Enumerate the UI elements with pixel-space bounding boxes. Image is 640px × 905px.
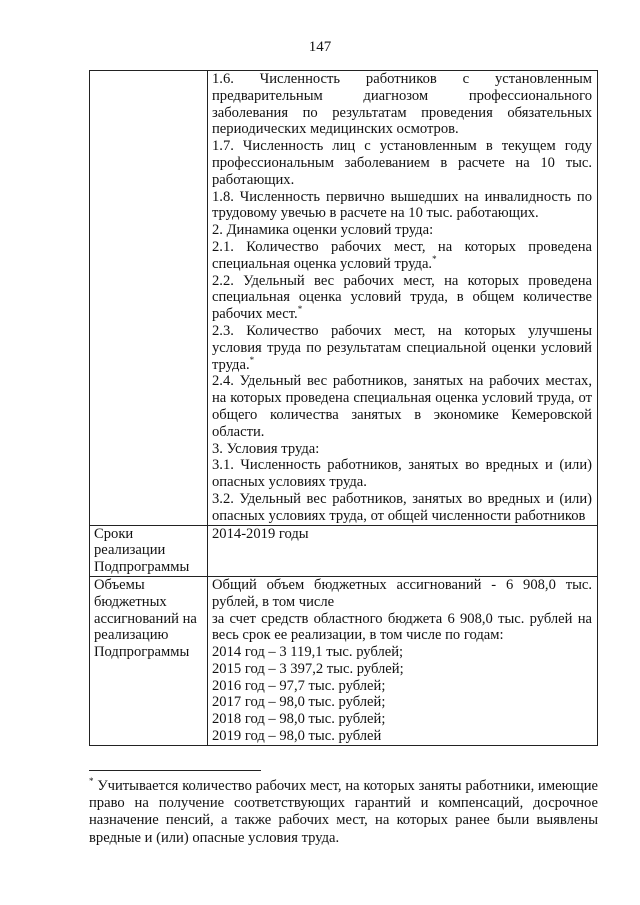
- page-number: 147: [308, 39, 332, 55]
- footnote-marker: *: [249, 354, 255, 365]
- row-content: [208, 71, 598, 526]
- passport-table: [89, 70, 598, 746]
- paragraph-2-3: 2.3. Количество рабочих мест, на которых улучшены условия труда по результатам специальной оценки условий труда.*: [212, 322, 592, 373]
- footnote-marker: *: [297, 304, 303, 315]
- paragraph-2-1: 2.1. Количество рабочих мест, на которых проведена специальная оценка условий труда.*: [212, 238, 592, 272]
- footnote-marker: *: [432, 253, 437, 264]
- table-row-indicators: [90, 71, 598, 526]
- row-label-timeframe: Сроки реализации Подпрограммы: [90, 525, 208, 576]
- row-content-timeframe: [208, 525, 598, 576]
- timeframe-value: 2014-2019 годы: [212, 525, 309, 542]
- budget-year-2016: 2016 год – 97,7 тыс. рублей;: [212, 677, 386, 694]
- paragraph-3-2: 3.2. Удельный вес работников, занятых во вредных и (или) опасных условиях труда, от общей численности работников: [212, 490, 592, 524]
- footnote-separator: [89, 770, 261, 771]
- footnote-marker: *: [89, 776, 94, 787]
- paragraph-1-6: 1.6. Численность работников с установленным предварительным диагнозом профессионального заболевания по результатам проведения обязательных периодических медицинских осмотров.: [212, 71, 592, 138]
- paragraph-2: 2. Динамика оценки условий труда:: [212, 222, 434, 239]
- paragraph-3: 3. Условия труда:: [212, 440, 320, 457]
- row-label-budget: Объемы бюджетных ассигнований на реализацию Подпрограммы: [90, 576, 208, 745]
- table-row-budget: [90, 576, 598, 745]
- paragraph-3-1: 3.1. Численность работников, занятых во вредных и (или) опасных условиях труда.: [212, 457, 592, 491]
- budget-year-2015: 2015 год – 3 397,2 тыс. рублей;: [212, 660, 404, 677]
- budget-year-2018: 2018 год – 98,0 тыс. рублей;: [212, 711, 386, 728]
- row-label: [90, 71, 208, 526]
- paragraph-2-4: 2.4. Удельный вес работников, занятых на рабочих местах, на которых проведена специальная оценка условий труда, от общего количества занятых в экономике Кемеровской области.: [212, 373, 592, 440]
- footnote-text: Учитывается количество рабочих мест, на которых заняты работники, имеющие право на получение соответствующих гарантий и компенсаций, досрочное назначение пенсий, а также рабочих мест, на которых ранее были выявлены вредные и (или) опасные условия труда.: [89, 778, 598, 846]
- budget-year-2014: 2014 год – 3 119,1 тыс. рублей;: [212, 644, 404, 661]
- budget-regional: за счет средств областного бюджета 6 908,0 тыс. рублей на весь срок ее реализации, в том числе по годам:: [212, 610, 592, 644]
- paragraph-2-2: 2.2. Удельный вес рабочих мест, на которых проведена специальная оценка условий труда, в общем количестве рабочих мест.*: [212, 272, 592, 323]
- row-content-budget: [208, 576, 598, 745]
- paragraph-1-8: 1.8. Численность первично вышедших на инвалидность по трудовому увечью в расчете на 10 тыс. работающих.: [212, 188, 592, 222]
- budget-year-2019: 2019 год – 98,0 тыс. рублей: [212, 728, 382, 745]
- footnote: [89, 778, 598, 847]
- paragraph-1-7: 1.7. Численность лиц с установленным в текущем году профессиональным заболеванием в расчете на 10 тыс. работающих.: [212, 138, 592, 188]
- table-row-timeframe: [90, 525, 598, 576]
- budget-year-2017: 2017 год – 98,0 тыс. рублей;: [212, 694, 386, 711]
- budget-total: Общий объем бюджетных ассигнований - 6 908,0 тыс. рублей, в том числе: [212, 576, 592, 610]
